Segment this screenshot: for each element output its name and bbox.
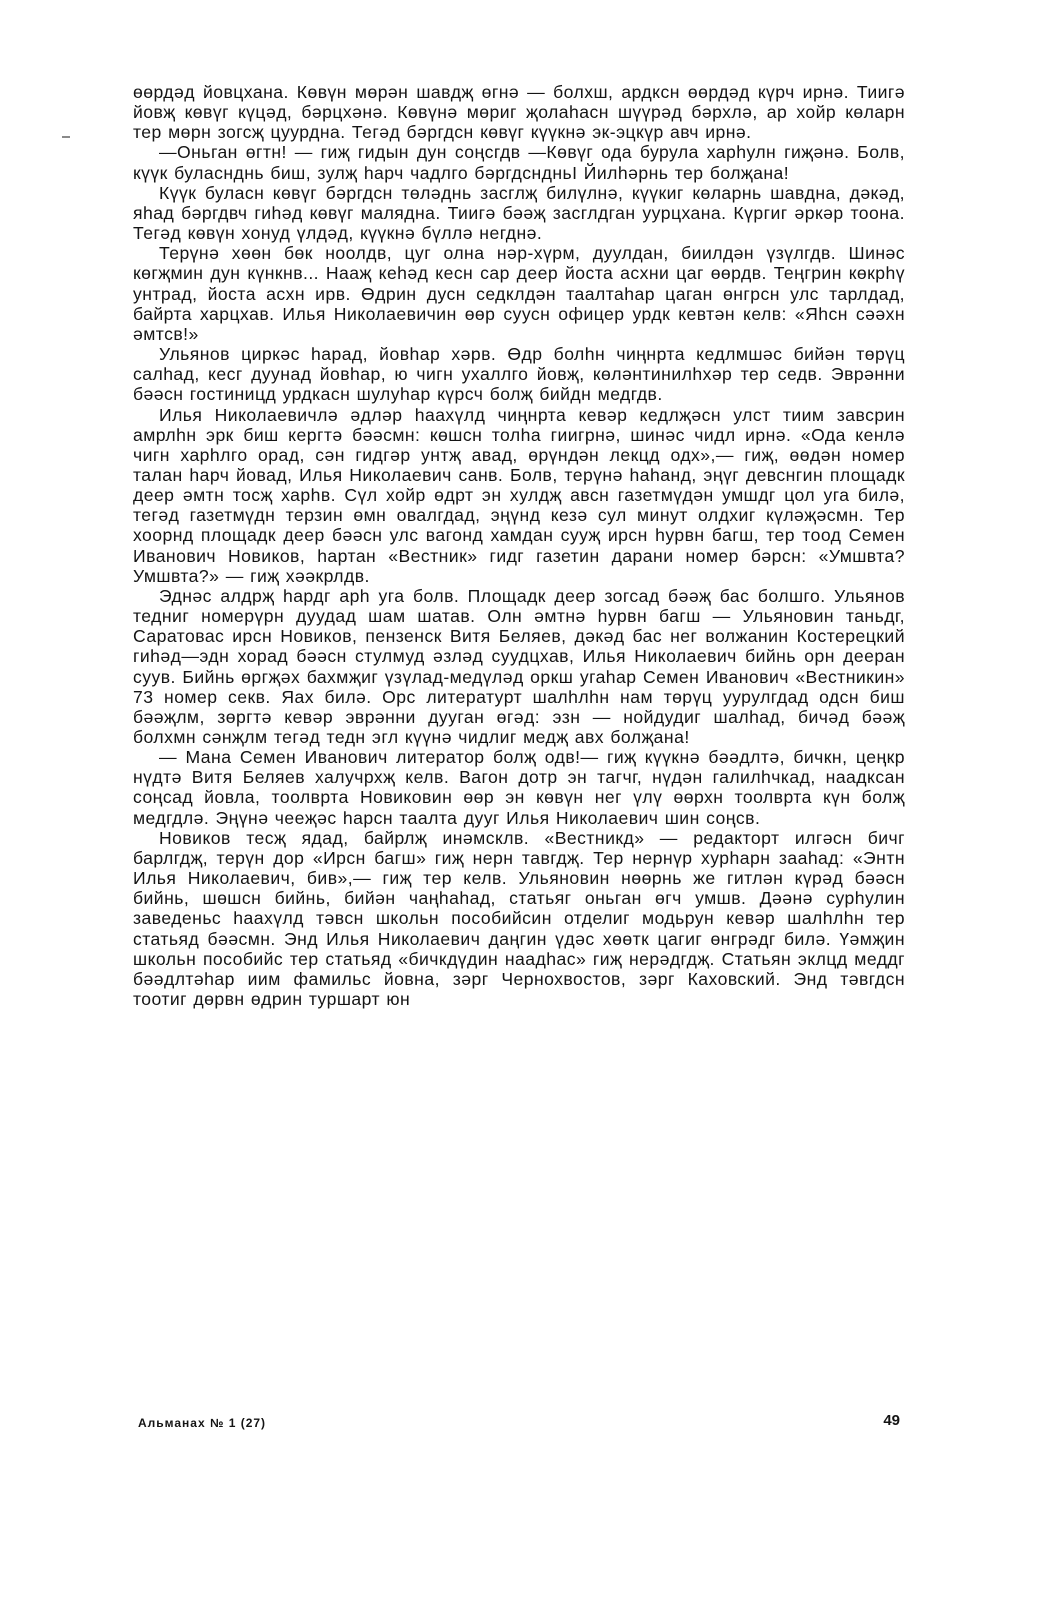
page-number: 49: [883, 1412, 900, 1429]
paragraph: Эднәс алдрҗ һардг арһ уга болв. Площадк деер зогсад бәәҗ бас болшго. Ульянов тедниг номерүрн дуудад шам шатав. Олн әмтнә һурвн багш — Ульяновин таньдг, Саратовас ирсн Новиков, пензенск Витя Беляев, дәкәд бас нег волжанин Костерецкий гиһәд—эдн хорад бәәсн стулмуд әзләд суудцхав, Илья Николаевич бийнь орн дееран суув. Бийнь өргҗәх бахмҗиг үзүлад-медүләд оркш угаһар Семен Иванович «Вестникин» 73 номер секв. Яах билә. Орс литературт шалһлһн нам төрүц уурулгдад одсн биш бәәҗлм, зөргтә кевәр эврәнни дууган өгәд: эзн — нойдудиг шалһад, бичәд бәәҗ болхмн сәнҗлм тегәд тедн эгл күүнә чидлиг медҗ авх болҗана!: [133, 585, 905, 747]
page-body-text: [133, 82, 905, 1009]
paragraph: Терүнә хөөн бөк ноолдв, цуг олна нәр-хүрм, дуулдан, биилдән үзүлгдв. Шинәс көгҗмин дун күнкнв... Нааҗ кеһәд кесн сар деер йоста асхни цаг өөрдв. Теңгрин көкрһү унтрад, йоста асхн ирв. Өдрин дусн седклдән таалтаһар цаган өнгрсн улс тарлдад, байрта харцхав. Илья Николаевичин өөр суусн офицер урдк кевтән келв: «Яһсн сәәхн әмтсв!»: [133, 243, 905, 344]
almanac-issue-label: Альманах № 1 (27): [138, 1416, 267, 1430]
paragraph: Илья Николаевичлә әдләр һаахүлд чиңнрта кевәр кедлҗәсн улст тиим завсрин амрлһн эрк биш кергтә бәәсмн: көшсн толһа гиигрнә, шинәс чидл ирнә. «Ода кенлә чигн харһлго орад, сән гидгәр унтҗ авад, өрүндән лекцд одх»,— гиҗ, өөдән номер талан һарч йовад, Илья Николаевич санв. Болв, терүнә һаһанд, эңүг девснгин площадк деер әмтн тосҗ харһв. Сүл хойр өдрт эн хулдҗ авсн газетмүдән умшдг цол уга билә, тегәд газетмүдн терзин өмн овалгдад, эңүнд кезә сул минут олдхиг күләҗәсмн. Тер хоорнд площадк деер бәәсн улс вагонд хамдан сууҗ ирсн һурвн багш, тер тоод Семен Иванович Новиков, һартан «Вестник» гидг газетин дарани номер бәрсн: «Умшвта? Умшвта?» — гиҗ хәәкрлдв.: [133, 404, 905, 586]
paragraph: Новиков тесҗ ядад, байрлҗ инәмсклв. «Вестникд» — редакторт илгәсн бичг барлгдҗ, терүн дор «Ирсн багш» гиҗ нерн тавгдҗ. Тер нернүр хурһарн зааһад: «Энтн Илья Николаевич, бив»,— гиҗ тер келв. Ульяновин нөөрнь же гитлән күрәд бәәсн бийнь, шөшсн бийнь, бийән чаңһаһад, статьяг оньган өгч умшв. Дәәнә сурһулин заведеньс һаахүлд тәвсн школьн пособийсин отделиг модьрун кевәр шалһлһн тер статьяд бәәсмн. Энд Илья Николаевич даңгин үдәс хөөтк цагиг өнгрәдг билә. Үәмҗин школьн пособийс тер статьяд «бичкдүдин наадһас» гиҗ нерәдгдҗ. Статьян эклцд меддг бәәдлтәһар иим фамильс йовна, зәрг Чернохвостов, зәрг Каховский. Энд тәвгдсн тоотиг дөрвн өдрин туршарт юн: [133, 827, 905, 1010]
paragraph: Ульянов циркәс һарад, йовһар хәрв. Өдр болһн чиңнрта кедлмшәс бийән төрүц салһад, кесг дуунад йовһар, ю чигн ухаллго йовҗ, көләнтинилһхәр тер седв. Эврәнни бәәсн гостиницд урдкасн шулуһар күрсч болҗ бийдн медгдв.: [133, 344, 905, 405]
paragraph: — Мана Семен Иванович литератор болҗ одв!— гиҗ күүкнә бәәдлтә, бичкн, цеңкр нүдтә Витя Беляев халучрхҗ келв. Вагон дотр эн тагчг, нүдән галилһчкад, наадксан соңсад йовла, тоолврта Новиковин өөр эн көвүн нег үлү өөрхн тоолврта күн болҗ медгдлә. Эңүнә чееҗәс һарсн таалта дууг Илья Николаевич шин соңсв.: [133, 747, 905, 828]
margin-mark: [62, 136, 70, 138]
page-footer: [138, 1412, 900, 1434]
paragraph: өөрдәд йовцхана. Көвүн мөрән шавдҗ өгнә — болхш, ардксн өөрдәд күрч ирнә. Тиигә йовҗ көвүг күцәд, бәрцхәнә. Көвүнә мөриг җолаһасн шүүрәд бәрхлә, ар хойр көларн тер мөрн зогсҗ цуурдна. Тегәд бәргдсн көвүг күүкнә эк-эцкүр авч ирнә.: [133, 82, 905, 143]
paragraph: —Оньган өгтн! — гиҗ гидын дун соңсгдв —Көвүг ода бурула харһулн гиҗәнә. Болв, күүк буласнднь биш, зулҗ һарч чадлго бәргдсндньӀ Йилһәрнь тер болҗана!: [133, 142, 905, 183]
paragraph: Күүк буласн көвүг бәргдсн төләднь засглҗ билүлнә, күүкиг көларнь шавдна, дәкәд, яһад бәргдвч гиһәд көвүг малядна. Тиигә бәәҗ засглдган уурцхана. Күргиг әркәр тоона. Тегәд көвүн хонуд үлдәд, күүкнә бүллә негднә.: [133, 182, 905, 244]
